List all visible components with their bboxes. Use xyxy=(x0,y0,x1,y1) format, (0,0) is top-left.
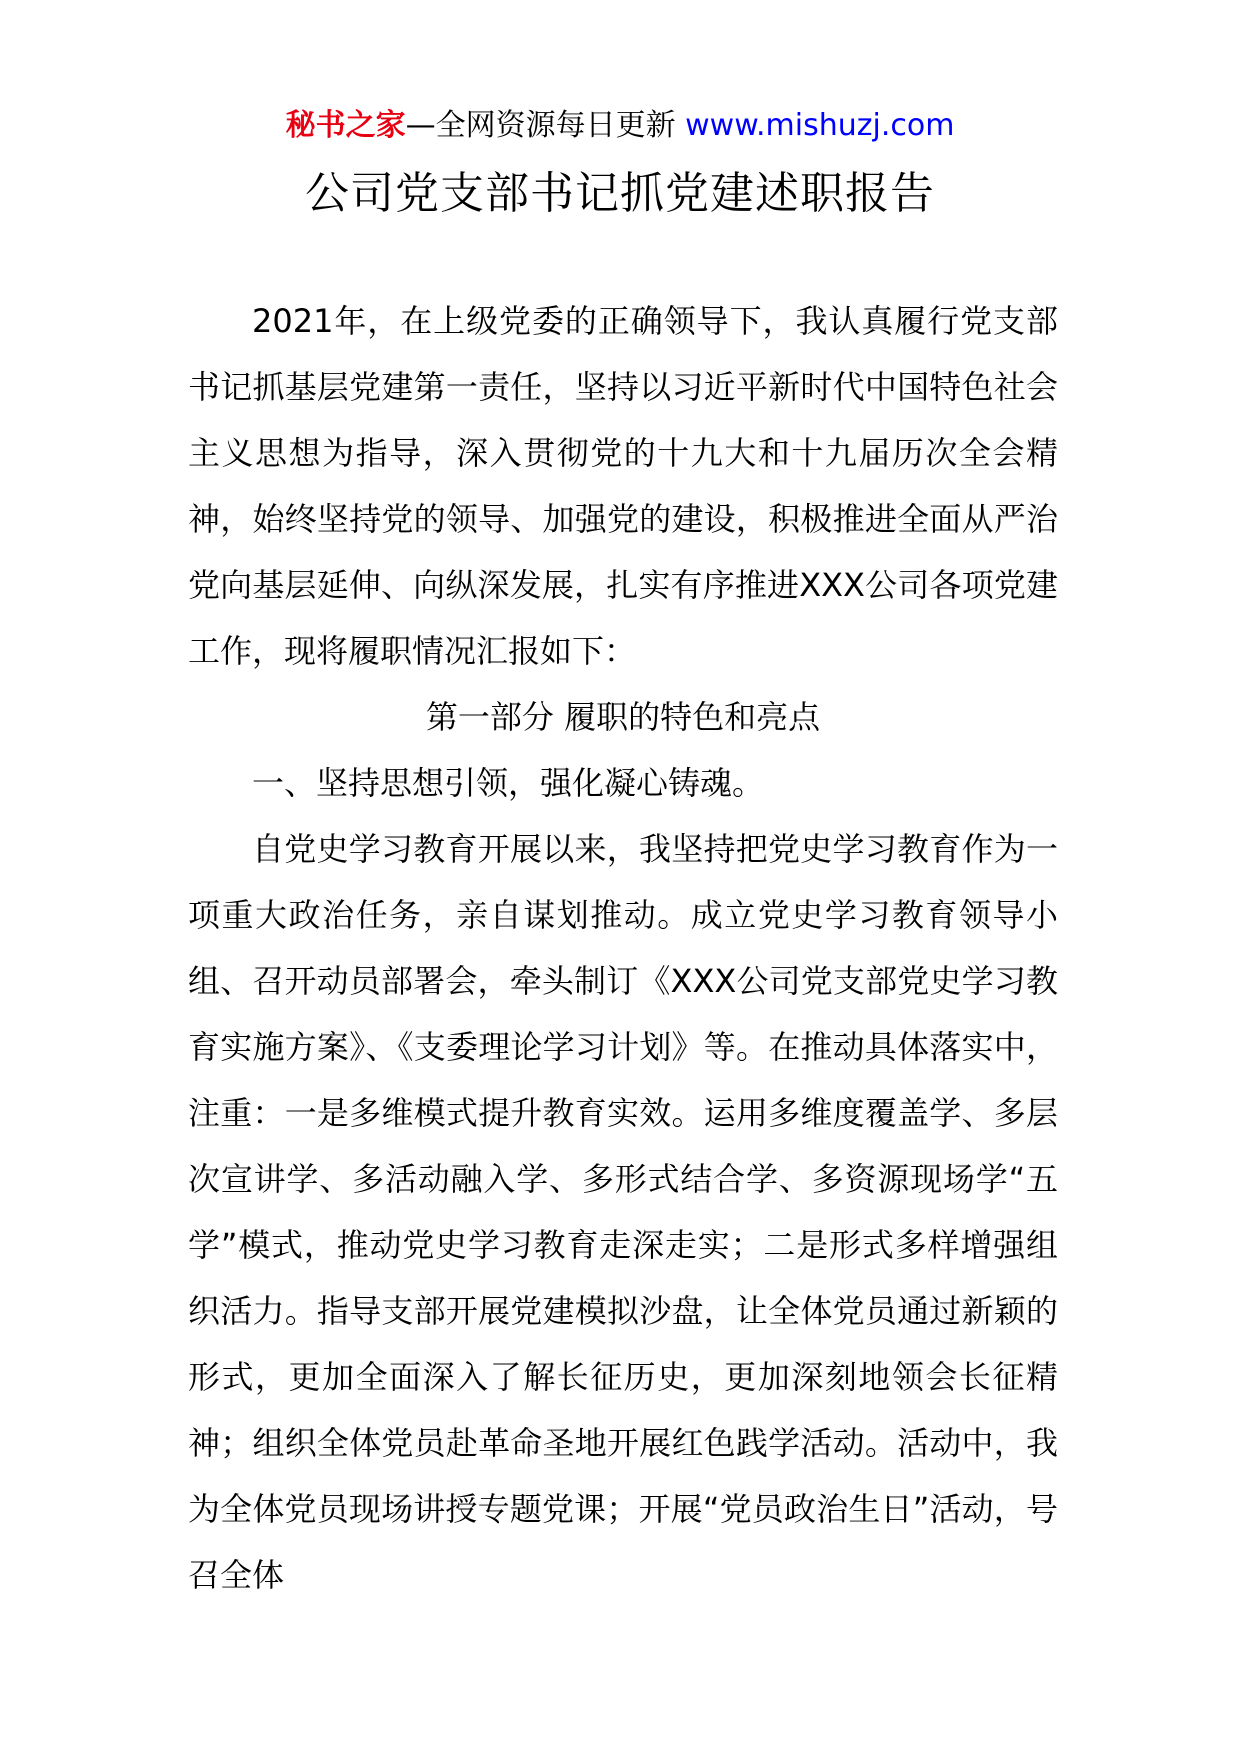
intro-paragraph: 2021年，在上级党委的正确领导下，我认真履行党支部书记抓基层党建第一责任，坚持以习近平新时代中国特色社会主义思想为指导，深入贯彻党的十九大和十九届历次全会精神，始终坚持党的领导、加强党的建设，积极推进全面从严治党向基层延伸、向纵深发展，扎实有序推进XXX公司各项党建工作，现将履职情况汇报如下： xyxy=(188,302,1058,670)
header-tagline: —全网资源每日更新 xyxy=(405,108,686,143)
site-header xyxy=(0,104,1240,148)
site-url-link[interactable]: www.mishuzj.com xyxy=(685,108,955,143)
section-1-heading: 一、坚持思想引领，强化凝心铸魂。 xyxy=(252,764,765,802)
document-body xyxy=(188,288,1058,1608)
document-title: 公司党支部书记抓党建述职报告 xyxy=(305,168,935,219)
part-heading: 第一部分 履职的特色和亮点 xyxy=(425,698,821,736)
section-1-paragraph: 自党史学习教育开展以来，我坚持把党史学习教育作为一项重大政治任务，亲自谋划推动。成立党史学习教育领导小组、召开动员部署会，牵头制订《XXX公司党支部党史学习教育实施方案》、《支委理论学习计划》等。在推动具体落实中，注重：一是多维模式提升教育实效。运用多维度覆盖学、多层次宣讲学、多活动融入学、多形式结合学、多资源现场学“五学”模式，推动党史学习教育走深走实；二是形式多样增强组织活力。指导支部开展党建模拟沙盘，让全体党员通过新颖的形式，更加全面深入了解长征历史，更加深刻地领会长征精神；组织全体党员赴革命圣地开展红色践学活动。活动中，我为全体党员现场讲授专题党课；开展“党员政治生日”活动，号召全体 xyxy=(188,830,1058,1594)
brand-name: 秘书之家 xyxy=(285,108,406,143)
